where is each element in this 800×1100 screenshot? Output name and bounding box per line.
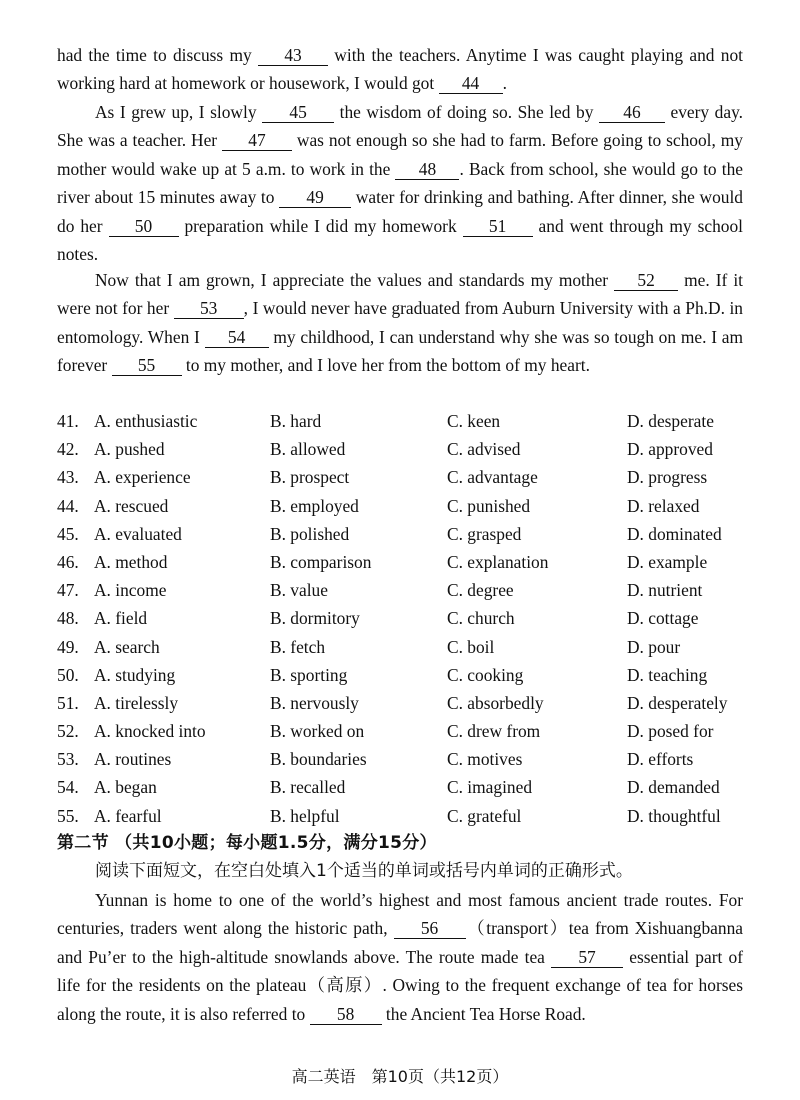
- cloze-paragraph-1: [57, 41, 743, 98]
- option-d: D. approved: [627, 439, 713, 460]
- option-b: B. fetch: [270, 636, 326, 657]
- option-c: C. motives: [447, 749, 523, 770]
- text: the wisdom of doing so. She led by: [334, 102, 599, 122]
- cloze-paragraph-3: [57, 266, 743, 380]
- option-a: A. enthusiastic: [94, 411, 198, 431]
- section-title: 第二节 （共10小题；每小题1.5分，满分15分）: [57, 833, 437, 853]
- option-b: B. worked on: [270, 721, 365, 742]
- option-row-43: [57, 463, 757, 491]
- option-a: A. routines: [94, 749, 172, 770]
- option-b: B. boundaries: [270, 749, 367, 770]
- text: the Ancient Tea Horse Road.: [381, 1003, 586, 1024]
- option-row-48: [57, 604, 757, 632]
- blank-49: 49: [279, 187, 351, 208]
- option-a: A. studying: [94, 664, 176, 685]
- text: Now that I am grown, I appreciate the values and standards my mother: [95, 270, 615, 290]
- blank-48: 48: [395, 159, 459, 180]
- text: to my mother, and I love her from the bottom of my heart.: [181, 355, 590, 376]
- question-number: 49.: [57, 636, 79, 657]
- text: had the time to discuss my: [57, 45, 259, 65]
- question-number: 45.: [57, 523, 79, 544]
- option-d: D. desperate: [627, 411, 714, 431]
- option-d: D. progress: [627, 467, 708, 488]
- option-d: D. demanded: [627, 777, 720, 798]
- section-instruction: 阅读下面短文，在空白处填入1个适当的单词或括号内单词的正确形式。: [95, 861, 633, 881]
- grammar-fill-paragraph: [57, 886, 743, 1028]
- blank-52: 52: [614, 270, 678, 291]
- option-b: B. dormitory: [270, 608, 360, 629]
- option-row-53: [57, 745, 757, 773]
- option-a: A. rescued: [94, 495, 169, 516]
- question-number: 50.: [57, 664, 79, 685]
- text: with the teachers. Anytime I was caught playing and not working hard at homework or housework, I would got: [57, 45, 743, 94]
- option-c: C. advised: [447, 439, 521, 460]
- option-a: A. tirelessly: [94, 692, 179, 713]
- text: preparation while I did my homework: [178, 215, 463, 236]
- option-d: D. posed for: [627, 721, 714, 742]
- option-b: B. nervously: [270, 692, 359, 713]
- question-number: 54.: [57, 777, 79, 798]
- option-row-41: [57, 407, 757, 435]
- text: me. If it were not for her: [57, 270, 743, 319]
- question-number: 46.: [57, 551, 79, 572]
- question-number: 51.: [57, 692, 79, 713]
- options-list: [57, 407, 757, 830]
- text: .: [502, 73, 507, 94]
- question-number: 55.: [57, 805, 79, 826]
- option-c: C. cooking: [447, 664, 524, 685]
- option-b: B. allowed: [270, 439, 346, 460]
- option-row-44: [57, 492, 757, 520]
- text: （transport）tea from Xishuangbanna and Pu’er to the high-altitude snowlands above. The route made tea: [57, 918, 743, 967]
- option-d: D. nutrient: [627, 580, 703, 601]
- text: Yunnan is home to one of the world’s highest and most famous ancient trade routes. For centuries, traders went along the historic path,: [57, 890, 743, 939]
- text: every day. She was a teacher. Her: [57, 102, 743, 151]
- question-number: 52.: [57, 721, 79, 742]
- option-b: B. helpful: [270, 805, 340, 826]
- blank-43: 43: [258, 45, 328, 66]
- text: As I grew up, I slowly: [95, 102, 263, 122]
- page-footer: 高二英语 第10页（共12页）: [291, 1067, 509, 1086]
- option-c: C. advantage: [447, 467, 538, 488]
- blank-56: 56: [394, 918, 466, 939]
- option-c: C. punished: [447, 495, 531, 516]
- option-row-51: [57, 689, 757, 717]
- option-b: B. hard: [270, 411, 322, 431]
- option-a: A. pushed: [94, 439, 165, 460]
- option-row-49: [57, 633, 757, 661]
- text: my childhood, I can understand why she was so tough on me. I am forever: [57, 326, 743, 376]
- option-a: A. search: [94, 636, 160, 657]
- cloze-paragraph-2: [57, 98, 743, 268]
- option-b: B. recalled: [270, 777, 346, 798]
- question-number: 43.: [57, 467, 79, 488]
- option-d: D. cottage: [627, 608, 699, 629]
- question-number: 41.: [57, 411, 79, 431]
- option-a: A. field: [94, 608, 148, 629]
- blank-46: 46: [599, 102, 665, 123]
- blank-55: 55: [112, 355, 182, 376]
- option-b: B. sporting: [270, 664, 348, 685]
- option-c: C. imagined: [447, 777, 533, 798]
- option-b: B. prospect: [270, 467, 350, 488]
- option-row-55: [57, 802, 757, 830]
- option-a: A. income: [94, 580, 167, 601]
- option-d: D. thoughtful: [627, 805, 721, 826]
- option-c: C. church: [447, 608, 515, 629]
- option-b: B. value: [270, 580, 328, 601]
- option-c: C. grasped: [447, 523, 522, 544]
- blank-44: 44: [439, 73, 503, 94]
- blank-47: 47: [222, 130, 292, 151]
- option-row-42: [57, 435, 757, 463]
- blank-50: 50: [109, 216, 179, 237]
- option-c: C. explanation: [447, 551, 549, 572]
- option-c: C. drew from: [447, 721, 541, 742]
- question-number: 44.: [57, 495, 79, 516]
- option-d: D. efforts: [627, 749, 694, 770]
- option-row-52: [57, 717, 757, 745]
- option-c: C. grateful: [447, 805, 522, 826]
- question-number: 47.: [57, 580, 79, 601]
- blank-51: 51: [463, 216, 533, 237]
- option-row-50: [57, 661, 757, 689]
- option-row-45: [57, 520, 757, 548]
- option-d: D. pour: [627, 636, 681, 657]
- blank-57: 57: [551, 947, 623, 968]
- blank-45: 45: [262, 102, 334, 123]
- blank-58: 58: [310, 1004, 382, 1025]
- blank-53: 53: [174, 298, 244, 319]
- blank-54: 54: [205, 327, 269, 348]
- text: and went through my school notes.: [57, 215, 743, 265]
- option-a: A. knocked into: [94, 721, 206, 742]
- option-c: C. degree: [447, 580, 514, 601]
- option-d: D. dominated: [627, 523, 722, 544]
- question-number: 42.: [57, 439, 79, 460]
- option-d: D. desperately: [627, 692, 728, 713]
- option-b: B. employed: [270, 495, 359, 516]
- option-row-54: [57, 773, 757, 801]
- option-row-46: [57, 548, 757, 576]
- question-number: 53.: [57, 749, 79, 770]
- option-a: A. experience: [94, 467, 191, 488]
- text: , I would never have graduated from Auburn University with a Ph.D. in entomology. When I: [57, 298, 743, 347]
- text: . Back from school, she would go to the river about 15 minutes away to: [57, 158, 743, 208]
- question-number: 48.: [57, 608, 79, 629]
- option-d: D. example: [627, 551, 708, 572]
- option-c: C. boil: [447, 636, 495, 657]
- text: water for drinking and bathing. After dinner, she would do her: [57, 187, 744, 236]
- text: was not enough so she had to farm. Before going to school, my mother would wake up at 5 a.m. to work in the: [57, 130, 743, 179]
- option-a: A. fearful: [94, 805, 162, 826]
- option-row-47: [57, 576, 757, 604]
- option-a: A. evaluated: [94, 523, 182, 544]
- text: essential part of life for the residents on the plateau（高原）. Owing to the frequent exchange of tea for horses along the route, it is also referred to: [57, 946, 744, 1024]
- option-b: B. comparison: [270, 551, 372, 572]
- option-c: C. keen: [447, 411, 501, 431]
- option-c: C. absorbedly: [447, 692, 544, 713]
- option-a: A. method: [94, 551, 168, 572]
- option-b: B. polished: [270, 523, 350, 544]
- option-a: A. began: [94, 777, 157, 798]
- option-d: D. teaching: [627, 664, 708, 685]
- option-d: D. relaxed: [627, 495, 700, 516]
